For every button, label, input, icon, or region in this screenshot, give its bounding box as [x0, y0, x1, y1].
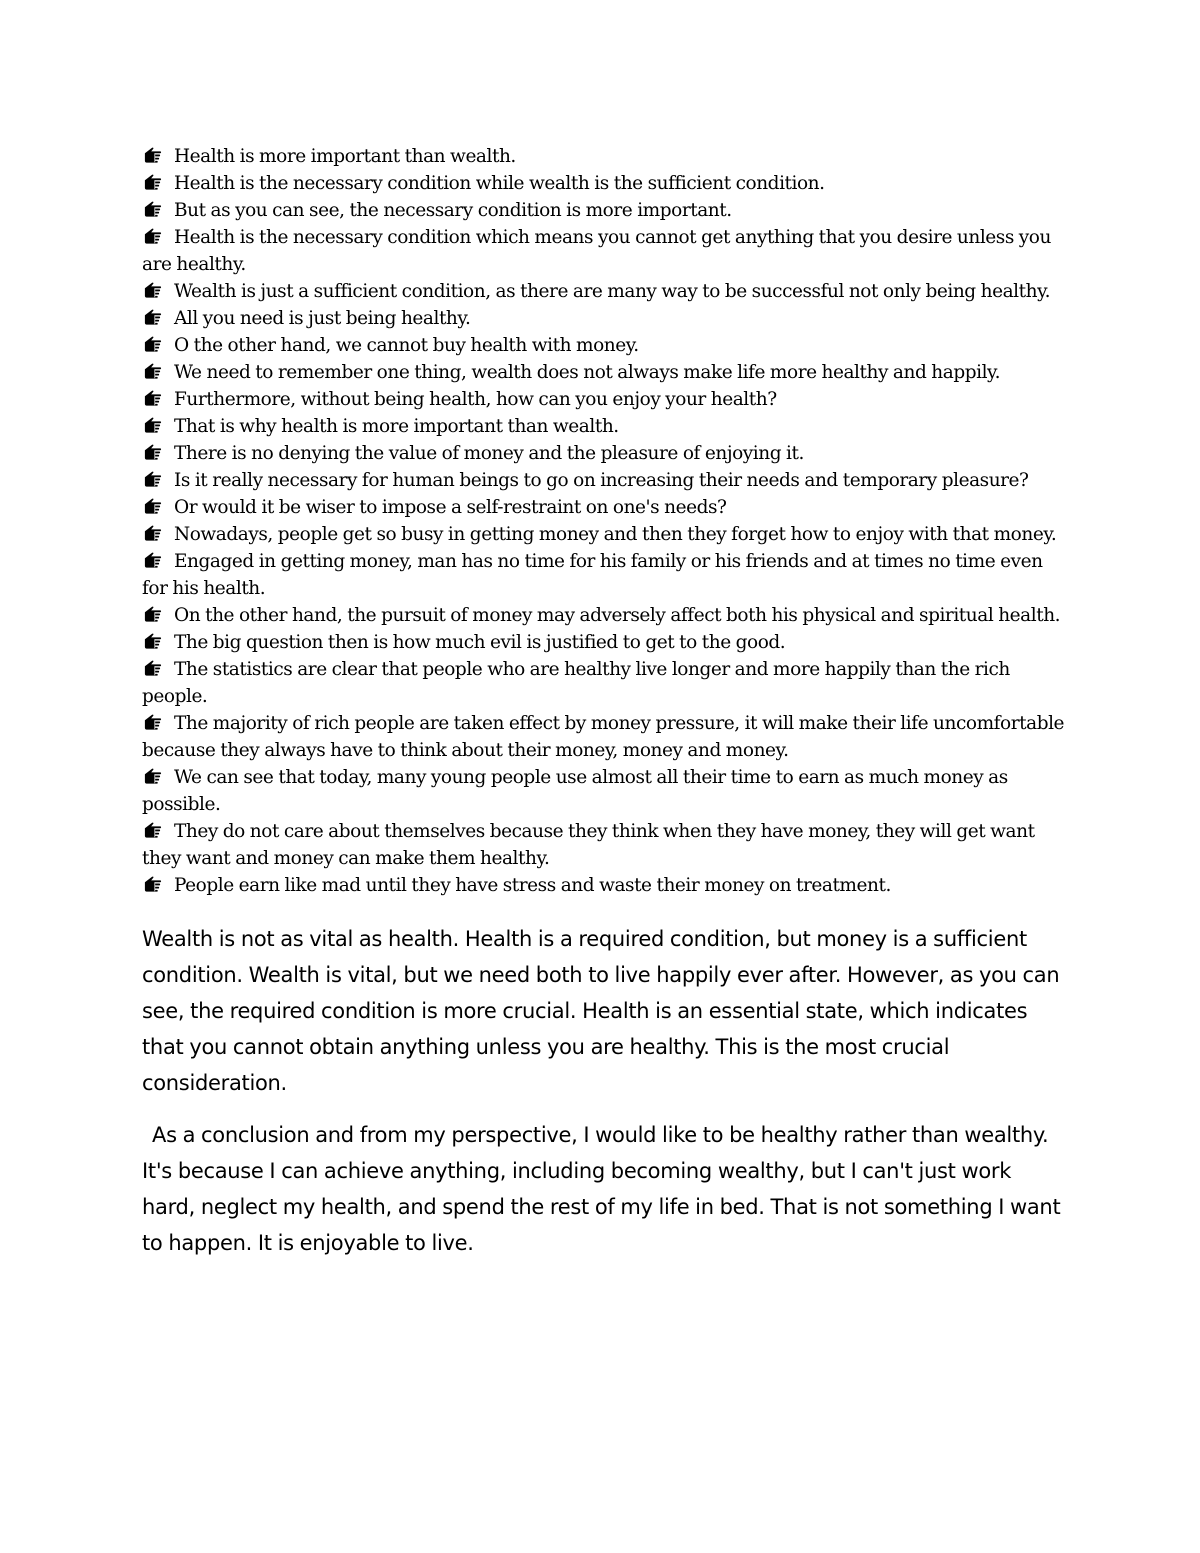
bullet-text: That is why health is more important than wealth.: [174, 416, 619, 437]
bullet-item: [142, 656, 1067, 710]
bullet-item: [142, 197, 1067, 224]
conclusion-paragraph: As a conclusion and from my perspective, I would like to be healthy rather than wealthy. It's because I can achieve anything, including becoming wealthy, but I can't just work hard, neglect my health, and spend the rest of my life in bed. That is not something I want to happen. It is enjoyable to live.: [142, 1123, 1061, 1255]
bullet-item: [142, 467, 1067, 494]
bullet-item: [142, 413, 1067, 440]
bullet-item: [142, 521, 1067, 548]
hand-pointing-icon: [144, 335, 162, 353]
bullet-item: [142, 305, 1067, 332]
hand-pointing-icon: [144, 416, 162, 434]
hand-pointing-icon: [144, 551, 162, 569]
hand-pointing-icon: [144, 713, 162, 731]
hand-pointing-icon: [144, 821, 162, 839]
bullet-list: [142, 143, 1067, 899]
bullet-text: The statistics are clear that people who are healthy live longer and more happily than the rich people.: [142, 659, 1010, 707]
hand-pointing-icon: [144, 632, 162, 650]
bullet-text: The majority of rich people are taken effect by money pressure, it will make their life uncomfortable because they always have to think about their money, money and money.: [142, 713, 1065, 761]
bullet-item: [142, 548, 1067, 602]
bullet-text: We need to remember one thing, wealth does not always make life more healthy and happily.: [174, 362, 1001, 383]
hand-pointing-icon: [144, 146, 162, 164]
bullet-item: [142, 170, 1067, 197]
bullet-text: O the other hand, we cannot buy health with money.: [174, 335, 639, 356]
bullet-item: [142, 440, 1067, 467]
hand-pointing-icon: [144, 443, 162, 461]
bullet-text: There is no denying the value of money and the pleasure of enjoying it.: [174, 443, 804, 464]
bullet-text: People earn like mad until they have stress and waste their money on treatment.: [174, 875, 891, 896]
hand-pointing-icon: [144, 362, 162, 380]
bullet-item: [142, 764, 1067, 818]
bullet-item: [142, 710, 1067, 764]
bullet-item: [142, 629, 1067, 656]
hand-pointing-icon: [144, 659, 162, 677]
bullet-item: [142, 224, 1067, 278]
bullet-text: All you need is just being healthy.: [174, 308, 471, 329]
bullet-text: They do not care about themselves because they think when they have money, they will get want they want and money can make them healthy.: [142, 821, 1035, 869]
document-page: [142, 143, 1067, 1261]
bullet-text: On the other hand, the pursuit of money may adversely affect both his physical and spiritual health.: [174, 605, 1061, 626]
bullet-text: Or would it be wiser to impose a self-restraint on one's needs?: [174, 497, 727, 518]
hand-pointing-icon: [144, 281, 162, 299]
bullet-item: [142, 872, 1067, 899]
bullet-text: Health is more important than wealth.: [174, 146, 516, 167]
bullet-text: Health is the necessary condition which means you cannot get anything that you desire unless you are healthy.: [142, 227, 1051, 275]
bullet-text: Is it really necessary for human beings to go on increasing their needs and temporary pleasure?: [174, 470, 1029, 491]
bullet-text: But as you can see, the necessary condition is more important.: [174, 200, 732, 221]
bullet-item: [142, 359, 1067, 386]
bullet-text: Health is the necessary condition while wealth is the sufficient condition.: [174, 173, 825, 194]
bullet-text: Engaged in getting money, man has no time for his family or his friends and at times no time even for his health.: [142, 551, 1043, 599]
hand-pointing-icon: [144, 200, 162, 218]
bullet-item: [142, 818, 1067, 872]
bullet-text: The big question then is how much evil is justified to get to the good.: [174, 632, 786, 653]
bullet-item: [142, 494, 1067, 521]
hand-pointing-icon: [144, 605, 162, 623]
hand-pointing-icon: [144, 227, 162, 245]
bullet-text: Nowadays, people get so busy in getting money and then they forget how to enjoy with that money.: [174, 524, 1057, 545]
hand-pointing-icon: [144, 308, 162, 326]
hand-pointing-icon: [144, 497, 162, 515]
bullet-item: [142, 143, 1067, 170]
hand-pointing-icon: [144, 470, 162, 488]
bullet-item: [142, 386, 1067, 413]
bullet-item: [142, 602, 1067, 629]
hand-pointing-icon: [144, 767, 162, 785]
bullet-item: [142, 332, 1067, 359]
bullet-text: We can see that today, many young people use almost all their time to earn as much money as possible.: [142, 767, 1008, 815]
bullet-text: Wealth is just a sufficient condition, as there are many way to be successful not only being healthy.: [174, 281, 1051, 302]
hand-pointing-icon: [144, 524, 162, 542]
bullet-item: [142, 278, 1067, 305]
hand-pointing-icon: [144, 875, 162, 893]
bullet-text: Furthermore, without being health, how can you enjoy your health?: [174, 389, 777, 410]
hand-pointing-icon: [144, 173, 162, 191]
body-paragraph: Wealth is not as vital as health. Health is a required condition, but money is a sufficient condition. Wealth is vital, but we need both to live happily ever after. However, as you can see, the required condition is more crucial. Health is an essential state, which indicates that you cannot obtain anything unless you are healthy. This is the most crucial consideration.: [142, 927, 1060, 1095]
hand-pointing-icon: [144, 389, 162, 407]
